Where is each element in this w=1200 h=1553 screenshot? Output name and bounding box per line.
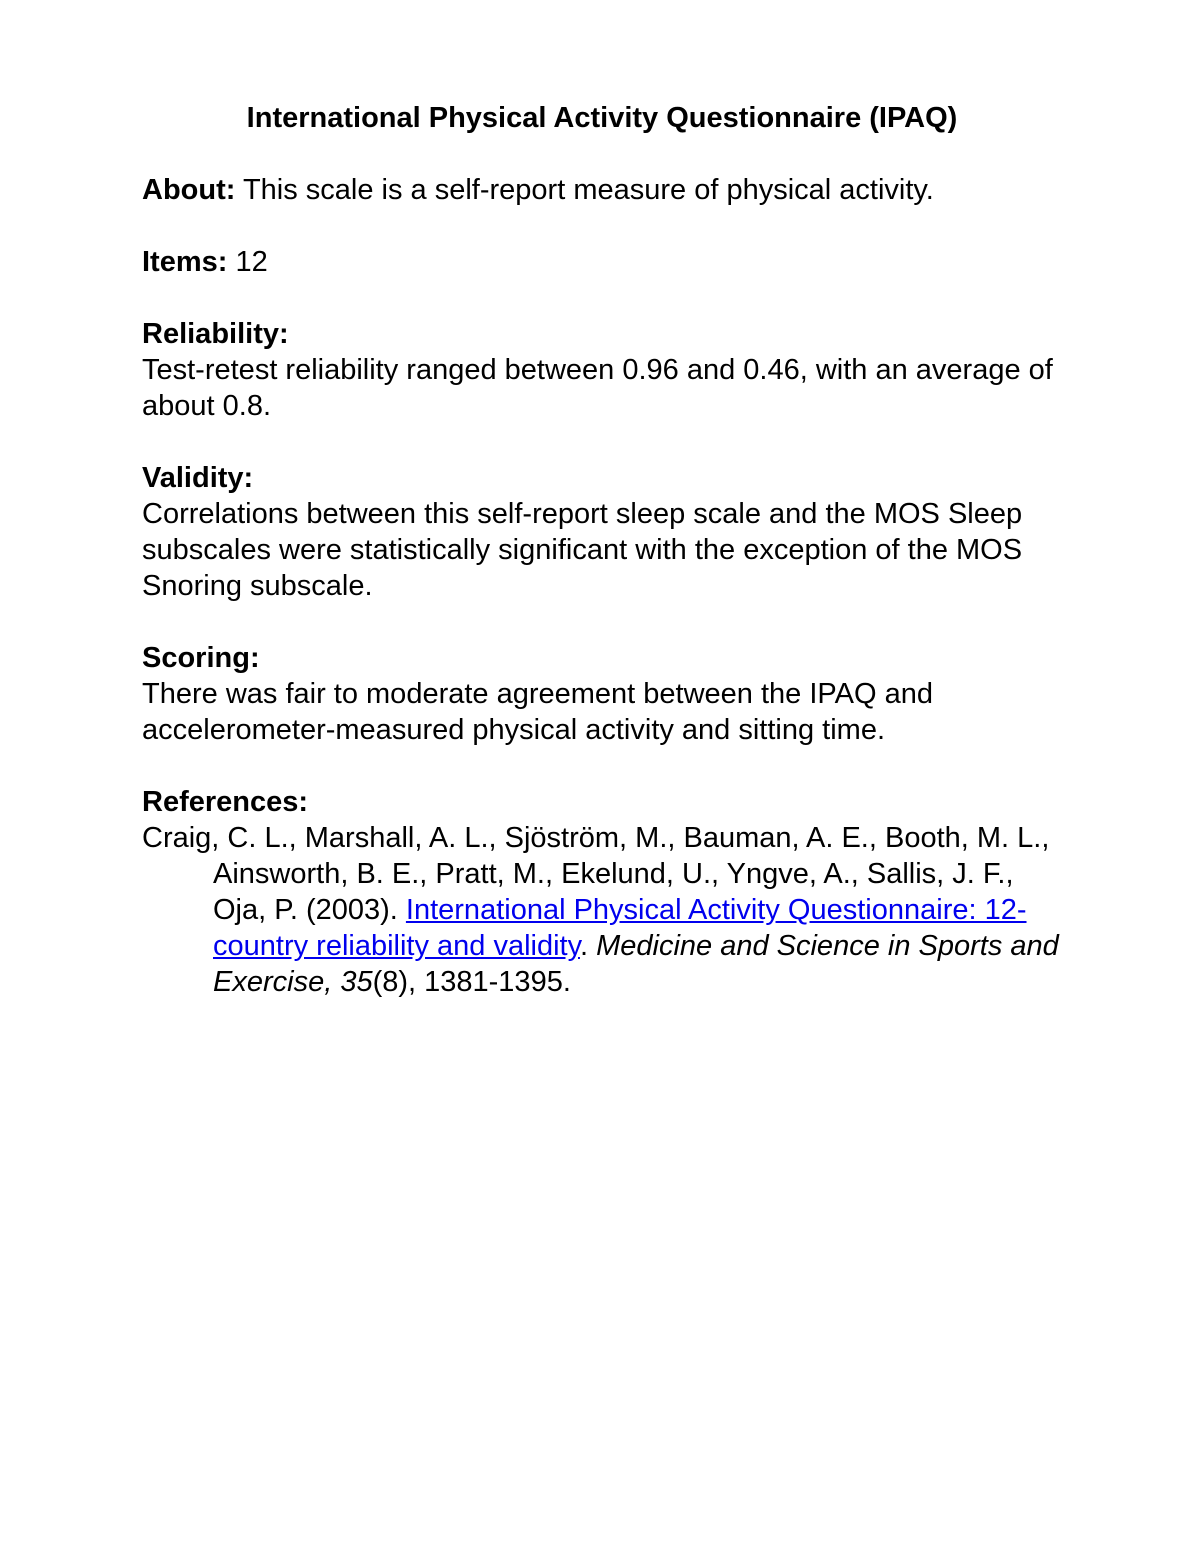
reference-entry	[142, 820, 1062, 1000]
reliability-label: Reliability:	[142, 318, 289, 350]
reference-after-link: .	[579, 930, 597, 962]
references-section	[142, 784, 1062, 1000]
document-title: International Physical Activity Questionnaire (IPAQ)	[246, 102, 958, 134]
validity-section	[142, 460, 1062, 604]
about-text: This scale is a self-report measure of physical activity.	[235, 174, 934, 206]
references-label: References:	[142, 786, 309, 818]
validity-label: Validity:	[142, 462, 254, 494]
items-text: 12	[227, 246, 268, 278]
reliability-text: Test-retest reliability ranged between 0.96 and 0.46, with an average of about 0.8.	[142, 354, 1053, 422]
reference-authors: Craig, C. L., Marshall, A. L., Sjöström, M., Bauman, A. E., Booth, M. L., Ainsworth, B. E., Pratt, M., Ekelund, U., Yngve, A., Sallis, J. F., Oja, P. (2003).	[142, 822, 1050, 926]
about-label: About:	[142, 174, 236, 206]
about-section	[142, 172, 1062, 208]
items-label: Items:	[142, 246, 228, 278]
scoring-section	[142, 640, 1062, 748]
validity-text: Correlations between this self-report sleep scale and the MOS Sleep subscales were statistically significant with the exception of the MOS Snoring subscale.	[142, 498, 1023, 602]
reference-issue-pages: (8), 1381-1395.	[372, 966, 571, 998]
scoring-text: There was fair to moderate agreement between the IPAQ and accelerometer-measured physical activity and sitting time.	[142, 678, 933, 746]
items-section	[142, 244, 1062, 280]
reliability-section	[142, 316, 1062, 424]
scoring-label: Scoring:	[142, 642, 260, 674]
reference-link[interactable]: International Physical Activity Questionnaire: 12-country reliability and validity	[213, 894, 1027, 962]
reference-journal: Medicine and Science in Sports and Exercise, 35	[213, 930, 1059, 998]
document-page	[142, 100, 1062, 1036]
